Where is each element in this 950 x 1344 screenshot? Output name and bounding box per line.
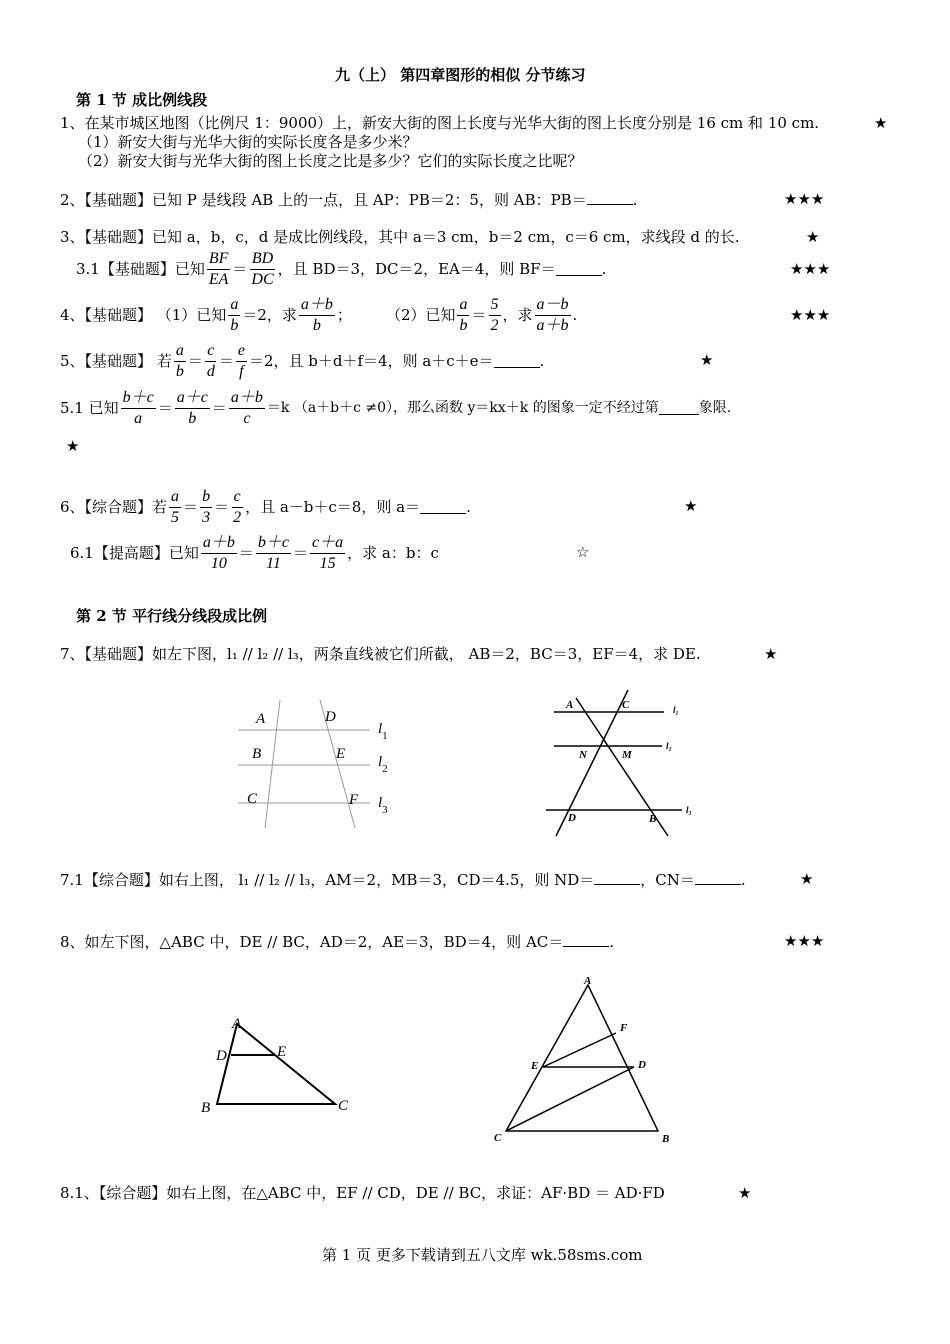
segment-EF [543,1033,616,1067]
fraction: $\frac{c}{d}$ [206,341,215,380]
fraction: $\frac{b+c}{11}$ [257,533,289,572]
fraction: $\frac{b+c}{a}$ [122,388,154,427]
question-3-1-prefix: 3.1【基础题】已知 [76,259,205,278]
fraction: $\frac{a+b}{10}$ [202,533,235,572]
label-l3: $l_3$ [378,795,388,816]
question-5: 5、【基础题】 若 $\frac{a}{b}$ ＝ $\frac{c}{d}$ ＝ $\frac{e}{f}$ ＝2，且 b＋d＋f＝4，则 a＋c＋e＝ . [60,341,545,380]
section-2-heading: 第 2 节 平行线分线段成比例 [76,607,268,625]
label-C: C [247,791,258,807]
fraction: $\frac{a+b}{b}$ [300,295,333,334]
label-C: C [338,1098,349,1114]
question-3-1: 3.1【基础题】已知 $\frac{BF}{EA}$ ＝ $\frac{BD}{DC}$ ，且 BD＝3，DC＝2，EA＝4，则 BF＝ . [76,249,607,288]
fraction: $\frac{a+c}{b}$ [176,388,208,427]
question-8-star: ★★★ [784,932,825,950]
label-l1: $l_1$ [378,721,388,742]
fraction: $\frac{b}{3}$ [202,487,211,526]
question-7-1-star: ★ [800,870,814,888]
question-1-text: 1、在某市城区地图（比例尺 1：9000）上，新安大街的图上长度与光华大街的图上长度分别是 16 cm 和 10 cm. [60,114,820,132]
label-C: C [622,699,630,711]
answer-blank[interactable] [594,872,640,885]
label-M: M [622,749,632,761]
fraction: $\frac{a}{b}$ [459,295,468,334]
figure-triangle-left [195,1012,360,1117]
label-N: N [579,749,587,761]
fraction: $\frac{a-b}{a+b}$ [536,295,569,334]
question-3-1-text: ，且 BD＝3，DC＝2，EA＝4，则 BF＝ [277,259,556,278]
question-6-1-star: ☆ [576,543,590,561]
answer-blank[interactable] [420,501,466,514]
question-8-1-star: ★ [738,1184,752,1202]
label-A: A [584,975,592,987]
question-4: 4、【基础题】 （1）已知 $\frac{a}{b}$ ＝2，求 $\frac{a+b}{b}$ ； （2）已知 $\frac{a}{b}$ ＝ $\frac{5}{2}$ ，求 $\frac{a-b}{a+b}$ . [60,295,578,334]
question-3: 3、【基础题】已知 a，b，c，d 是成比例线段，其中 a＝3 cm，b＝2 cm，c＝6 cm，求线段 d 的长. [60,228,740,246]
label-B: B [252,746,262,762]
fraction: $\frac{a}{5}$ [171,487,180,526]
label-B: B [649,813,657,825]
answer-blank[interactable] [695,872,741,885]
label-l3: l₃ [686,805,692,815]
question-5-1: 5.1 已知 $\frac{b+c}{a}$ ＝ $\frac{a+c}{b}$ ＝ $\frac{a+b}{c}$ ＝k （a＋b＋c ≠0），那么函数 y＝kx＋k 的图象一定不经过第 象限. [60,388,732,427]
fraction: $\frac{c}{2}$ [233,487,242,526]
question-7: 7、【基础题】如左下图，l₁ // l₂ // l₃，两条直线被它们所截， AB＝2，BC＝3，EF＝4，求 DE. [60,645,701,663]
label-A: A [232,1016,242,1032]
transversal-1 [265,700,280,828]
label-E: E [277,1044,287,1060]
question-7-star: ★ [764,645,778,663]
question-1-sub1: （1）新安大街与光华大街的实际长度各是多少米？ [78,133,418,151]
question-1-sub2: （2）新安大街与光华大街的图上长度之比是多少？它们的实际长度之比呢？ [78,152,583,170]
label-F: F [349,792,359,808]
question-8: 8、如左下图，△ABC 中，DE // BC，AD＝2，AE＝3，BD＝4，则 AC＝ . [60,933,615,951]
question-8-text: 8、如左下图，△ABC 中，DE // BC，AD＝2，AE＝3，BD＝4，则 AC＝ [60,933,564,951]
label-l2: $l_2$ [378,754,388,775]
answer-blank[interactable] [494,355,540,368]
figure-triangle-right [490,975,685,1145]
label-A: A [566,699,574,711]
figure-parallel-lines-right [540,688,710,843]
page-footer: 第 1 页 更多下载请到五八文库 wk.58sms.com [322,1246,643,1264]
question-2-text: 2、【基础题】已知 P 是线段 AB 上的一点，且 AP：PB＝2：5，则 AB：PB＝ [60,191,587,209]
fraction: $\frac{c+a}{15}$ [312,533,344,572]
question-5-star: ★ [700,351,714,369]
label-l1: l₁ [673,705,679,715]
question-2: 2、【基础题】已知 P 是线段 AB 上的一点，且 AP：PB＝2：5，则 AB：PB＝ . [60,191,638,209]
question-6: 6、【综合题】若 $\frac{a}{5}$ ＝ $\frac{b}{3}$ ＝ $\frac{c}{2}$ ，且 a－b＋c＝8，则 a＝ . [60,487,471,526]
figure-parallel-lines-left [230,695,400,835]
answer-blank[interactable] [587,192,633,205]
question-8-1: 8.1、【综合题】如右上图，在△ABC 中，EF // CD，DE // BC，求证：AF·BD ＝ AD·FD [60,1184,665,1202]
fraction: $\frac{e}{f}$ [237,341,245,380]
triangle-ABC [506,985,658,1131]
section-1-heading: 第 1 节 成比例线段 [76,91,208,109]
question-4-star: ★★★ [790,306,831,324]
question-2-star: ★★★ [784,190,825,208]
answer-blank[interactable] [563,934,609,947]
question-6-1: 6.1【提高题】已知 $\frac{a+b}{10}$ ＝ $\frac{b+c}{11}$ ＝ $\frac{c+a}{15}$ ，求 a：b：c [70,533,439,572]
label-l2: l₂ [666,741,672,751]
fraction: $\frac{BD}{DC}$ [251,249,274,288]
label-B: B [201,1100,211,1116]
label-D: D [568,812,576,824]
question-1 [60,116,819,131]
fraction: $\frac{5}{2}$ [490,295,499,334]
question-7-1-text: 7.1【综合题】如右上图， l₁ // l₂ // l₃，AM＝2，MB＝3，CD＝4.5，则 ND＝ [60,871,595,889]
fraction: $\frac{a}{b}$ [230,295,239,334]
question-6-star: ★ [684,497,698,515]
answer-blank[interactable] [659,402,699,415]
label-E: E [531,1060,539,1072]
triangle-ABC [217,1024,335,1104]
label-D: D [638,1059,646,1071]
question-7-1: 7.1【综合题】如右上图， l₁ // l₂ // l₃，AM＝2，MB＝3，CD＝4.5，则 ND＝ ，CN＝ . [60,871,746,889]
fraction: $\frac{a+b}{c}$ [230,388,263,427]
label-B: B [662,1133,670,1145]
label-A: A [256,711,266,727]
label-C: C [494,1132,502,1144]
fraction: $\frac{a}{b}$ [175,341,184,380]
question-1-star: ★ [874,114,888,132]
answer-blank[interactable] [556,263,602,276]
question-3-1-star: ★★★ [790,260,831,278]
segment-CD [506,1067,634,1131]
label-D: D [216,1048,227,1064]
page-title: 九（上） 第四章图形的相似 分节练习 [335,66,586,84]
question-3-star: ★ [806,228,820,246]
fraction: $\frac{BF}{EA}$ [208,249,229,288]
label-F: F [620,1022,628,1034]
label-D: D [325,709,336,725]
label-E: E [336,746,346,762]
question-5-1-star: ★ [66,437,80,455]
